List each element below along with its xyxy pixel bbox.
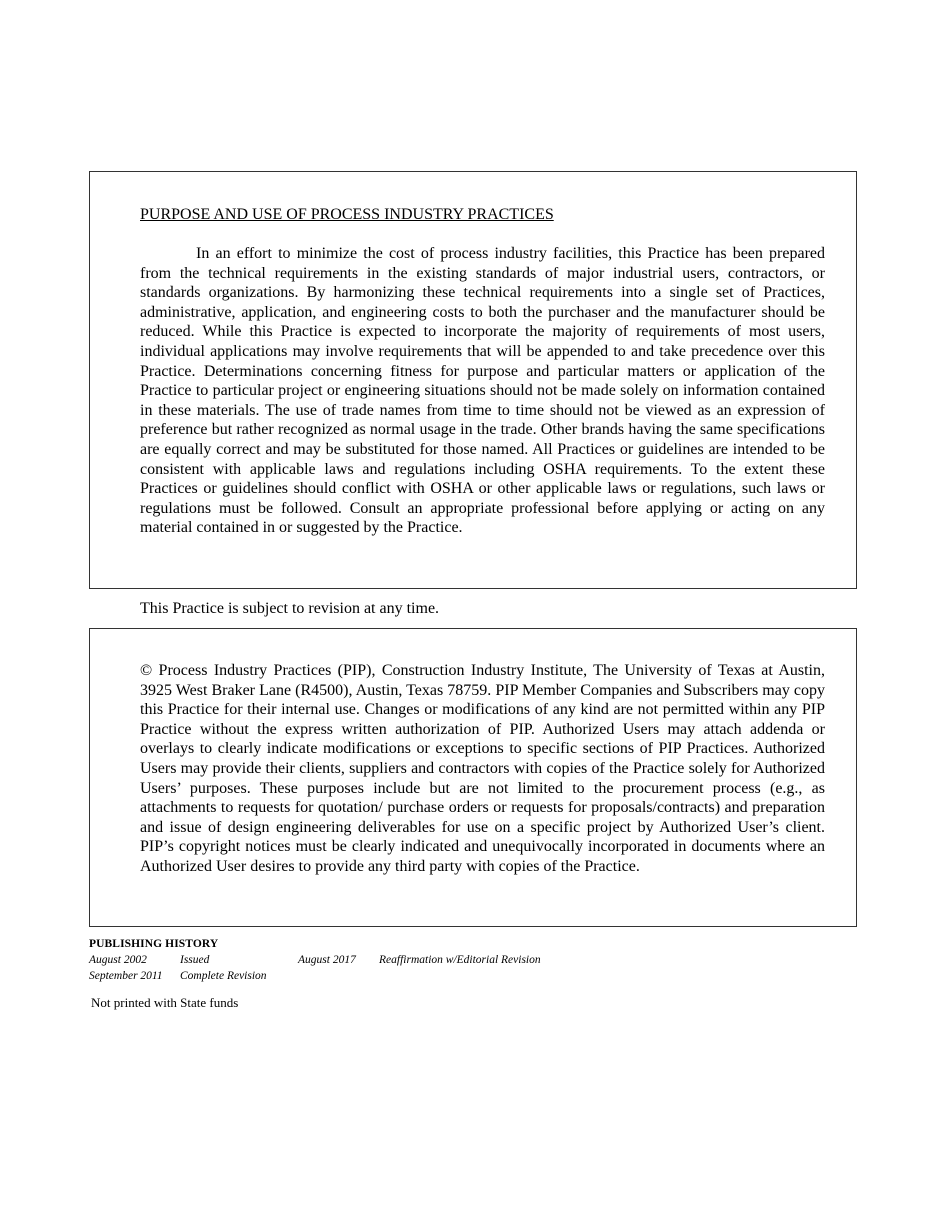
funds-note: Not printed with State funds xyxy=(91,995,239,1010)
copyright-paragraph: © Process Industry Practices (PIP), Construction Industry Institute, The University of Texas at Austin, 3925 West Braker Lane (R4500), Austin, Texas 78759. PIP Member Companies and Subscribers may copy this Practice for their internal use. Changes or modifications of any kind are not permitted within any PIP Practice without the express written authorization of PIP. Authorized Users may attach addenda or overlays to clearly indicate modifications or exceptions to specific sections of PIP Practices. Authorized Users may provide their clients, suppliers and contractors with copies of the Practice solely for Authorized Users’ purposes. These purposes include but are not limited to the procurement process (e.g., as attachments to requests for quotation/ purchase orders or requests for proposals/contracts) and preparation and issue of design engineering deliverables for use on a specific project by Authorized User’s client. PIP’s copyright notices must be clearly indicated and unequivocally incorporated in documents where an Authorized User desires to provide any third party with copies of the Practice. xyxy=(140,662,825,875)
history-row xyxy=(89,952,541,968)
history-row xyxy=(89,968,267,984)
history-description: Reaffirmation w/Editorial Revision xyxy=(379,954,541,966)
history-description: Complete Revision xyxy=(180,970,267,982)
history-date: September 2011 xyxy=(89,970,163,982)
history-date: August 2017 xyxy=(298,954,356,966)
copyright-box xyxy=(89,628,857,927)
purpose-box xyxy=(89,171,857,589)
purpose-title: PURPOSE AND USE OF PROCESS INDUSTRY PRACTICES xyxy=(140,206,554,223)
history-description: Issued xyxy=(180,954,210,966)
history-date: August 2002 xyxy=(89,954,147,966)
publishing-history xyxy=(89,936,541,984)
publishing-history-heading: PUBLISHING HISTORY xyxy=(89,938,219,950)
purpose-paragraph: In an effort to minimize the cost of process industry facilities, this Practice has been prepared from the technical requirements in the existing standards of major industrial users, contractors, or standards organizations. By harmonizing these technical requirements into a single set of Practices, administrative, application, and engineering costs to both the purchaser and the manufacturer should be reduced. While this Practice is expected to incorporate the majority of requirements of most users, individual applications may involve requirements that will be appended to and take precedence over this Practice. Determinations concerning fitness for purpose and particular matters or application of the Practice to particular project or engineering situations should not be made solely on information contained in these materials. The use of trade names from time to time should not be viewed as an expression of preference but rather recognized as normal usage in the trade. Other brands having the same specifications are equally correct and may be substituted for those named. All Practices or guidelines are intended to be consistent with applicable laws and regulations including OSHA requirements. To the extent these Practices or guidelines should conflict with OSHA or other applicable laws or regulations, such laws or regulations must be followed. Consult an appropriate professional before applying or acting on any material contained in or suggested by the Practice. xyxy=(140,245,825,537)
revision-note: This Practice is subject to revision at any time. xyxy=(140,600,440,617)
